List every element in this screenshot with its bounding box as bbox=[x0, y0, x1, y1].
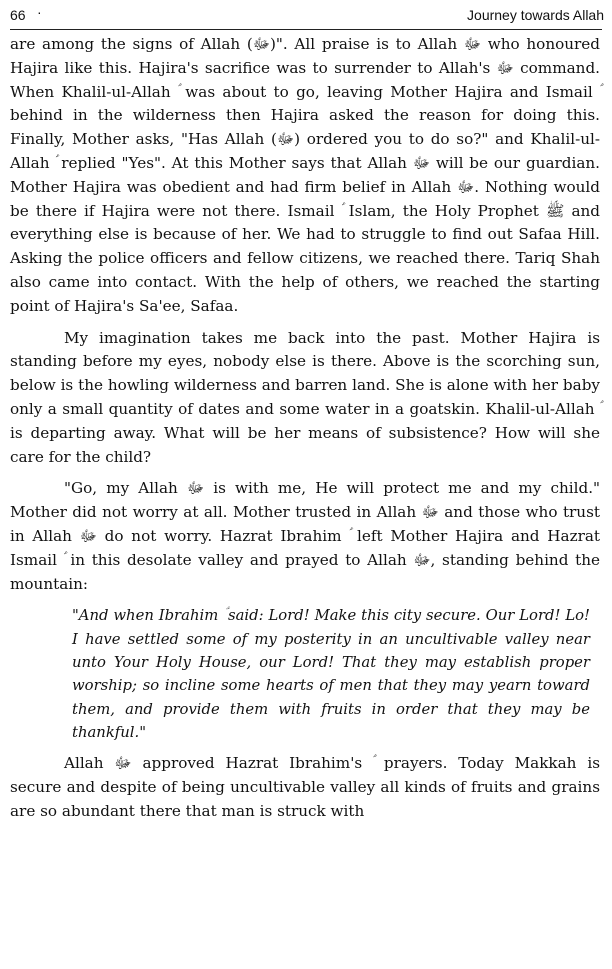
page-number: 66 bbox=[10, 7, 26, 23]
paragraph-closing: Allah ﷻ approved Hazrat Ibrahim's ؑ prayers. Today Makkah is secure and despite of being uncultivable valley all kinds of fruits and grains are so abundant there that man is struck with bbox=[10, 754, 600, 820]
block-quote: "And when Ibrahim ؑ said: Lord! Make this city secure. Our Lord! Lo! I have settled some of my posterity in an uncultivable valley near unto Your Holy House, our Lord! That they may establish proper worship; so incline some hearts of men that they may yearn toward them, and provide them with fruits in order that they may be thankful." bbox=[72, 607, 590, 741]
page-header bbox=[10, 4, 604, 28]
header-rule bbox=[10, 29, 602, 30]
body-text bbox=[10, 33, 600, 824]
paragraph-continuation: are among the signs of Allah (ﷻ)". All praise is to Allah ﷻ who honoured Hajira like this. Hajira's sacrifice was to surrender to Allah's ﷻ command. When Khalil-ul-Allah ؑ was about to go, leaving Mother Hajira and Ismail ؑ behind in the wilderness then Hajira asked the reason for doing this. Finally, Mother asks, "Has Allah (ﷻ) ordered you to do so?" and Khalil-ul-Allah ؑ replied "Yes". At this Mother says that Allah ﷻ will be our guardian. Mother Hajira was obedient and had firm belief in Allah ﷻ. Nothing would be there if Hajira were not there. Ismail ؑ Islam, the Holy Prophet ﷺ and everything else is because of her. We had to struggle to find out Safaa Hill. Asking the police officers and fellow citizens, we reached there. Tariq Shah also came into contact. With the help of others, we reached the starting point of Hajira's Sa'ee, Safaa. bbox=[10, 35, 601, 315]
paragraph-imagination: My imagination takes me back into the past. Mother Hajira is standing before my eyes, nobody else is there. Above is the scorching sun, below is the howling wilderness and barren land. She is alone with her baby only a small quantity of dates and some water in a goatskin. Khalil-ul-Allah ؑ is departing away. What will be her means of subsistence? How will she care for the child? bbox=[10, 328, 600, 466]
paragraph-trust: "Go, my Allah ﷻ is with me, He will protect me and my child." Mother did not worry at all. Mother trusted in Allah ﷻ and those who trust in Allah ﷻ do not worry. Hazrat Ibrahim ؑ left Mother Hajira and Hazrat Ismail ؑ in this desolate valley and prayed to Allah ﷻ, standing behind the mountain: bbox=[10, 479, 601, 593]
running-title: Journey towards Allah bbox=[467, 7, 604, 23]
header-dot-mark: · bbox=[37, 4, 42, 20]
